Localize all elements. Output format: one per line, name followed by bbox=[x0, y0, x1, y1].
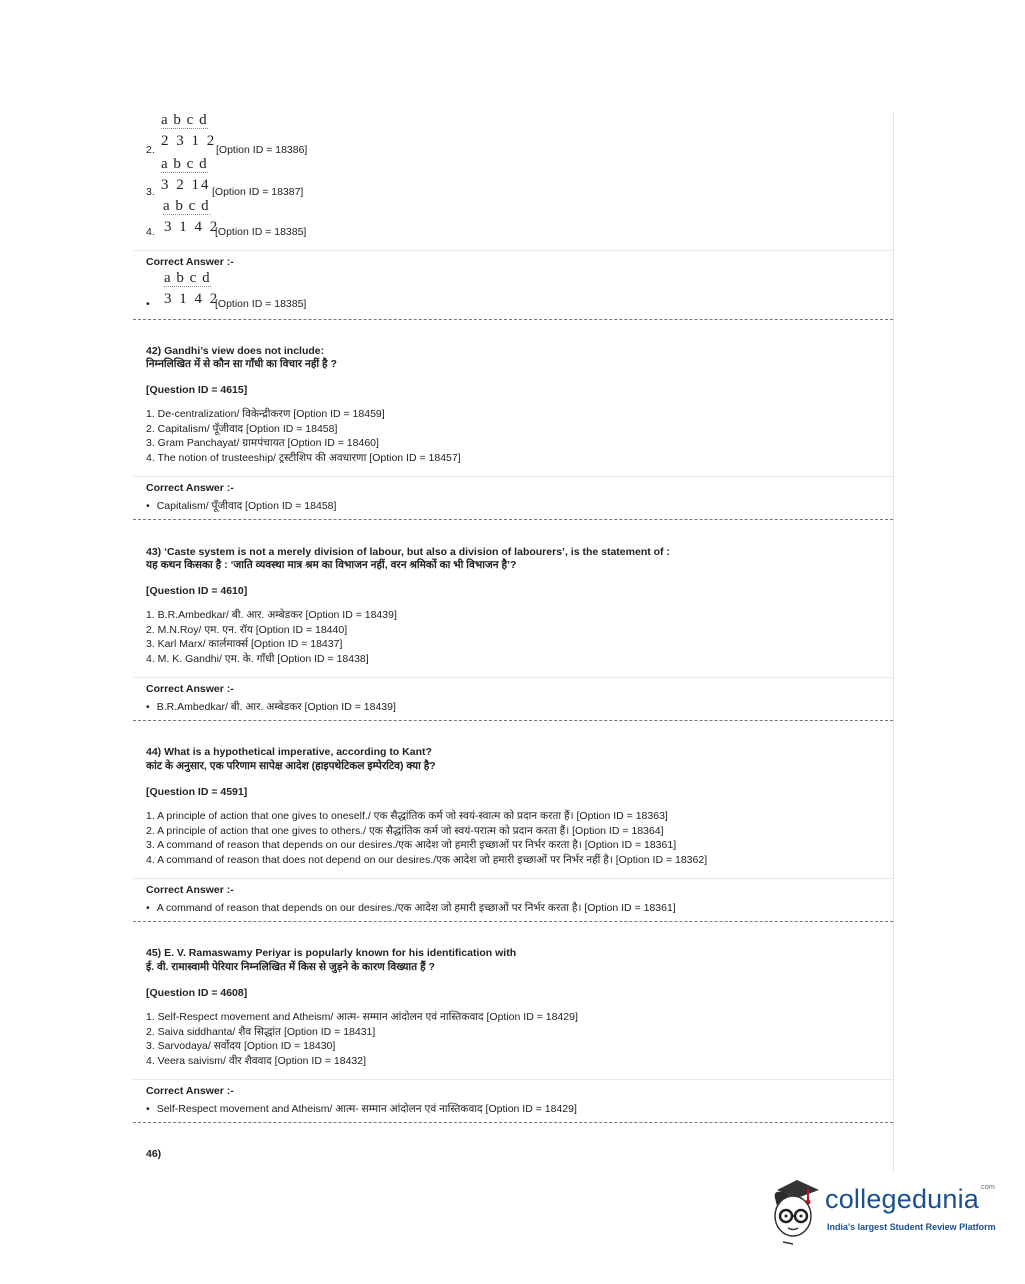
question-title-en: 43) ‘Caste system is not a merely division of labour, but also a division of labourers’, is the statement of : bbox=[146, 546, 670, 558]
question-divider bbox=[133, 720, 893, 721]
correct-answer-value: • Self-Respect movement and Atheism/ आत्म- सम्मान आंदोलन एवं नास्तिकवाद [Option ID = 18429] bbox=[146, 1102, 577, 1116]
option-list bbox=[146, 407, 461, 466]
match-header-abcd: a b c d bbox=[164, 270, 211, 286]
section-separator bbox=[133, 476, 893, 477]
logo-wordmark: collegedunia bbox=[825, 1184, 980, 1214]
match-digits: 3 1 4 2 bbox=[164, 291, 220, 307]
correct-answer-value: • Capitalism/ पूँजीवाद [Option ID = 18458] bbox=[146, 499, 336, 513]
question-title-hi: ई. वी. रामास्वामी पेरियार निम्नलिखित में किस से जुड़ने के कारण विख्यात हैं ? bbox=[146, 961, 435, 973]
question-title-hi: यह कथन किसका है : ‘जाति व्यवस्था मात्र श्रम का विभाजन नहीं, वरन श्रमिकों का भी विभाजन है’? bbox=[146, 559, 517, 571]
question-divider bbox=[133, 921, 893, 922]
correct-answer-value: • B.R.Ambedkar/ बी. आर. अम्बेडकर [Option ID = 18439] bbox=[146, 700, 396, 714]
section-separator bbox=[133, 1079, 893, 1080]
mascot-icon bbox=[763, 1176, 827, 1246]
option-item: 4. A command of reason that does not depend on our desires./एक आदेश जो हमारी इच्छाओं पर निर्भर नहीं है। [Option ID = 18362] bbox=[146, 854, 708, 867]
document-page bbox=[133, 112, 894, 1172]
question-title-en: 45) E. V. Ramaswamy Periyar is popularly known for his identification with bbox=[146, 947, 517, 959]
option-item: 2. M.N.Roy/ एम. एन. रॉय [Option ID = 18440] bbox=[146, 623, 348, 636]
question-divider bbox=[133, 319, 893, 320]
correct-answer-label: Correct Answer :- bbox=[146, 482, 234, 494]
logo-domain: .com bbox=[979, 1184, 996, 1191]
option-item: 3. Gram Panchayat/ ग्रामपंचायत [Option ID = 18460] bbox=[146, 437, 379, 450]
option-item: 4. M. K. Gandhi/ एम. के. गाँधी [Option ID = 18438] bbox=[146, 653, 369, 666]
option-number: 3. bbox=[146, 186, 155, 198]
option-list bbox=[146, 1010, 578, 1069]
option-number: 2. bbox=[146, 144, 155, 156]
correct-answer-label: Correct Answer :- bbox=[146, 256, 234, 268]
question-id: [Question ID = 4615] bbox=[146, 384, 248, 396]
option-item: 2. Saiva siddhanta/ शैव सिद्धांत [Option ID = 18431] bbox=[146, 1025, 376, 1038]
option-id: [Option ID = 18386] bbox=[216, 144, 308, 156]
option-item: 4. The notion of trusteeship/ ट्रस्टीशिप की अवधारणा [Option ID = 18457] bbox=[146, 452, 461, 465]
match-digits: 3 1 4 2 bbox=[164, 219, 220, 235]
question-divider bbox=[133, 1122, 893, 1123]
question-divider bbox=[133, 519, 893, 520]
question-id: [Question ID = 4610] bbox=[146, 585, 248, 597]
option-item: 1. B.R.Ambedkar/ बी. आर. अम्बेडकर [Option ID = 18439] bbox=[146, 609, 397, 621]
match-digits: 3 2 14 bbox=[161, 177, 211, 193]
option-list bbox=[146, 608, 397, 667]
match-digits: 2 3 1 2 bbox=[161, 133, 217, 149]
option-item: 1. A principle of action that one gives to oneself./ एक सैद्धांतिक कर्म जो स्वयं-स्वात्म को प्रदान करता हैं। [Option ID = 18363] bbox=[146, 810, 668, 822]
bullet: • bbox=[146, 298, 150, 310]
correct-answer-label: Correct Answer :- bbox=[146, 683, 234, 695]
match-header-abcd: a b c d bbox=[161, 112, 208, 128]
correct-answer-label: Correct Answer :- bbox=[146, 1085, 234, 1097]
option-id: [Option ID = 18385] bbox=[215, 226, 307, 238]
question-title-hi: कांट के अनुसार, एक परिणाम सापेक्ष आदेश (हाइपथेटिकल इम्पेरटिव) क्या है? bbox=[146, 760, 436, 772]
option-item: 4. Veera saivism/ वीर शैववाद [Option ID = 18432] bbox=[146, 1055, 367, 1068]
question-id: [Question ID = 4608] bbox=[146, 987, 248, 999]
option-item: 1. Self-Respect movement and Atheism/ आत्म- सम्मान आंदोलन एवं नास्तिकवाद [Option ID = 18429] bbox=[146, 1011, 578, 1023]
match-header-abcd: a b c d bbox=[163, 198, 210, 214]
question-title-en: 42) Gandhi’s view does not include: bbox=[146, 345, 325, 357]
next-question-number: 46) bbox=[146, 1148, 162, 1160]
match-header-abcd: a b c d bbox=[161, 156, 208, 172]
section-separator bbox=[133, 250, 893, 251]
option-item: 3. A command of reason that depends on our desires./एक आदेश जो हमारी इच्छाओं पर निर्भर करता है। [Option ID = 18361] bbox=[146, 839, 677, 852]
correct-answer-value: • A command of reason that depends on our desires./एक आदेश जो हमारी इच्छाओं पर निर्भर करता है। [Option ID = 18361] bbox=[146, 901, 676, 915]
correct-answer-label: Correct Answer :- bbox=[146, 884, 234, 896]
option-list bbox=[146, 809, 707, 868]
logo-tagline: India's largest Student Review Platform bbox=[827, 1222, 996, 1232]
option-item: 3. Karl Marx/ कार्लमार्क्स [Option ID = 18437] bbox=[146, 638, 343, 651]
option-item: 1. De-centralization/ विकेन्द्रीकरण [Option ID = 18459] bbox=[146, 408, 385, 420]
option-number: 4. bbox=[146, 226, 155, 238]
section-separator bbox=[133, 878, 893, 879]
question-title-en: 44) What is a hypothetical imperative, according to Kant? bbox=[146, 746, 432, 758]
option-id: [Option ID = 18385] bbox=[215, 298, 307, 310]
section-separator bbox=[133, 677, 893, 678]
option-id: [Option ID = 18387] bbox=[212, 186, 304, 198]
question-id: [Question ID = 4591] bbox=[146, 786, 248, 798]
option-item: 2. A principle of action that one gives to others./ एक सैद्धांतिक कर्म जो स्वयं-परात्म को प्रदान करता हैं। [Option ID = 18364] bbox=[146, 824, 664, 837]
question-title-hi: निम्नलिखित में से कौन सा गाँधी का विचार नहीं है ? bbox=[146, 358, 337, 370]
option-item: 2. Capitalism/ पूँजीवाद [Option ID = 18458] bbox=[146, 422, 338, 435]
option-item: 3. Sarvodaya/ सर्वोदय [Option ID = 18430] bbox=[146, 1040, 336, 1053]
collegedunia-logo bbox=[763, 1176, 996, 1246]
